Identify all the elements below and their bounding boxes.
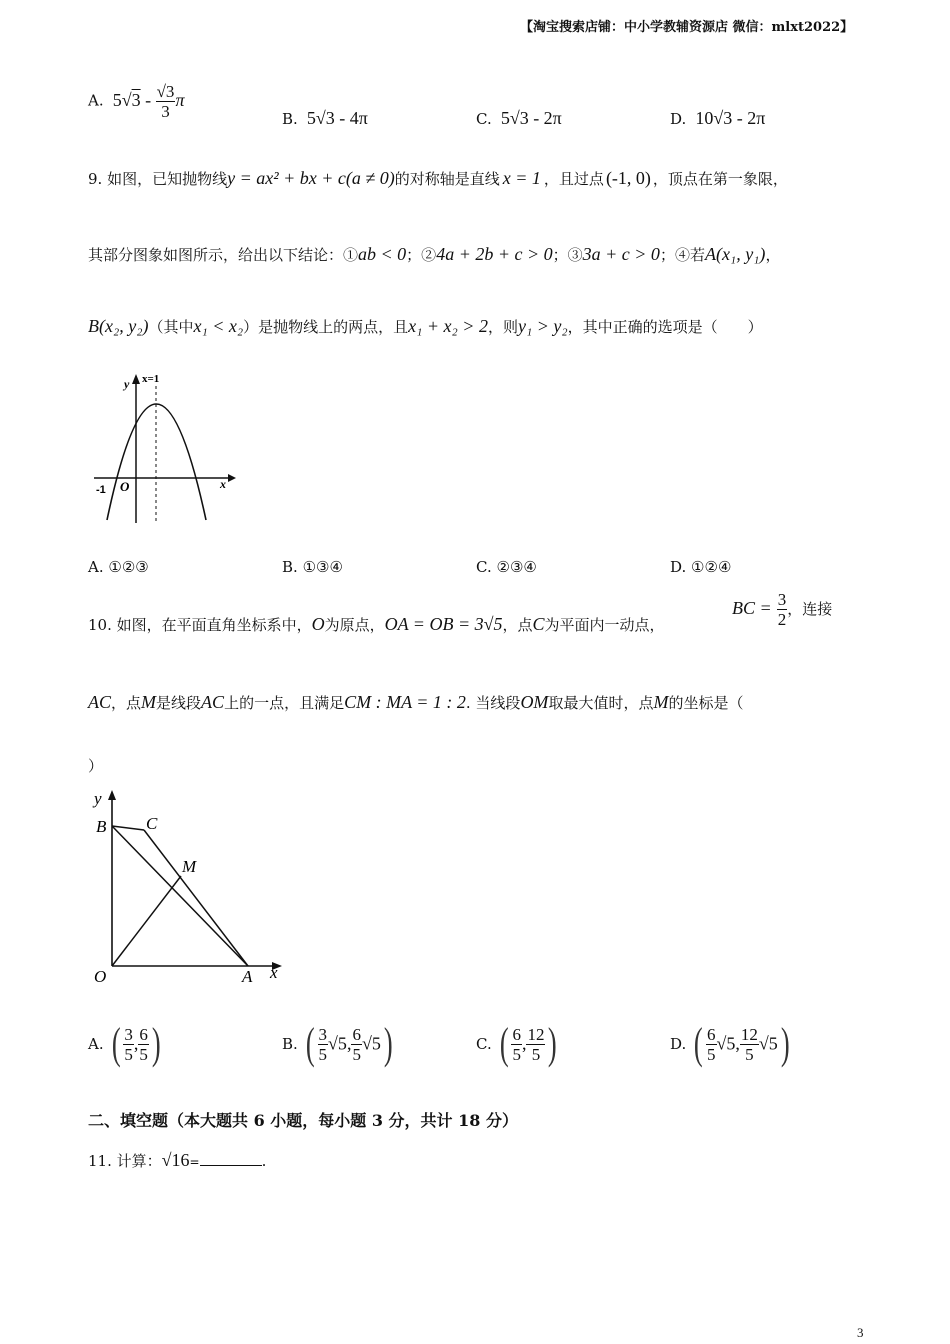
- q10-option-d: D. ( $\frac{6}{5}$ √5, $\frac{12}{5}$ √5): [670, 1019, 790, 1068]
- q10-line-2: AC，点M是线段AC上的一点，且满足CM : MA = 1 : 2. 当线段OM取最大值时，点M的坐标是（: [88, 692, 744, 712]
- label-b: B: [96, 817, 107, 836]
- axis-label: x=1: [142, 373, 160, 385]
- label-o: O: [94, 967, 107, 986]
- q9-line-2: 其部分图象如图所示，给出以下结论：①ab < 0；②4a + 2b + c > 0；③3a + c > 0；④若A(x₁, y₁)，: [88, 244, 781, 264]
- q11-question: 11. 计算：√16= .: [88, 1150, 267, 1170]
- label-m: M: [182, 857, 197, 876]
- origin-label: O: [120, 479, 130, 494]
- q10-bc-expr: BC = $\frac{3}{2}$ ，连接: [732, 590, 833, 629]
- option-label: A.: [88, 91, 104, 110]
- answer-blank[interactable]: [200, 1151, 262, 1166]
- x-axis-arrow: [228, 474, 236, 482]
- q10-line-1: 10. 如图，在平面直角坐标系中，O为原点，OA = OB = 3√5，点C为平面内一动点，: [88, 614, 665, 634]
- y-axis-arrow: [132, 374, 140, 384]
- q10-line-3: ）: [88, 757, 104, 775]
- q8-a-expr: 5√3 - $\frac{√3}{3}$ π: [112, 82, 185, 121]
- q8-option-d: D. 10√3 - 2π: [670, 108, 766, 128]
- label-c: C: [146, 814, 158, 833]
- q9-option-a: A. ①②③: [88, 558, 149, 576]
- label-x: x: [270, 963, 278, 982]
- page-number: 3: [857, 1325, 864, 1340]
- q9-line-1: 9. 如图，已知抛物线y = ax² + bx + c(a ≠ 0)的对称轴是直线 x = 1 ，且过点 (-1, 0) ，顶点在第一象限，: [88, 168, 788, 188]
- label-a: A: [242, 967, 253, 986]
- segment-ca: [144, 830, 248, 966]
- header-watermark: 【淘宝搜索店铺：中小学教辅资源店 微信：mlxt2022】: [520, 20, 854, 35]
- neg-one-label: -1: [96, 484, 106, 496]
- q9-parabola-figure: [88, 368, 248, 528]
- q10-option-c: C. ( $\frac{6}{5}$ , $\frac{12}{5}$ ): [476, 1019, 558, 1068]
- q9-line-3: B(x₂, y₂)（其中x₁ < x₂）是抛物线上的两点，且x₁ + x₂ > 2，则y₁ > y₂，其中正确的选项是（ ）: [88, 316, 763, 336]
- y-label: y: [124, 377, 130, 391]
- q10-option-b: B. ( $\frac{3}{5}$ √5, $\frac{6}{5}$ √5): [282, 1019, 393, 1068]
- y-axis-arrow: [108, 790, 116, 800]
- x-label: x: [220, 477, 226, 491]
- q9-option-b: B. ①③④: [282, 558, 343, 576]
- q8-option-a: [88, 82, 184, 121]
- section-2-title: 二、填空题（本大题共 6 小题，每小题 3 分，共计 18 分）: [88, 1111, 518, 1130]
- q8-option-c: C. 5√3 - 2π: [476, 108, 562, 128]
- segment-ba: [112, 826, 248, 966]
- q10-option-a: A. ( $\frac{3}{5}$ , $\frac{6}{5}$ ): [88, 1019, 161, 1068]
- q9-option-d: D. ①②④: [670, 558, 732, 576]
- segment-om: [112, 876, 181, 966]
- q8-option-b: B. 5√3 - 4π: [282, 108, 368, 128]
- label-y: y: [94, 789, 102, 808]
- q9-option-c: C. ②③④: [476, 558, 537, 576]
- segment-bc: [112, 826, 144, 830]
- q10-geometry-figure: [86, 784, 296, 990]
